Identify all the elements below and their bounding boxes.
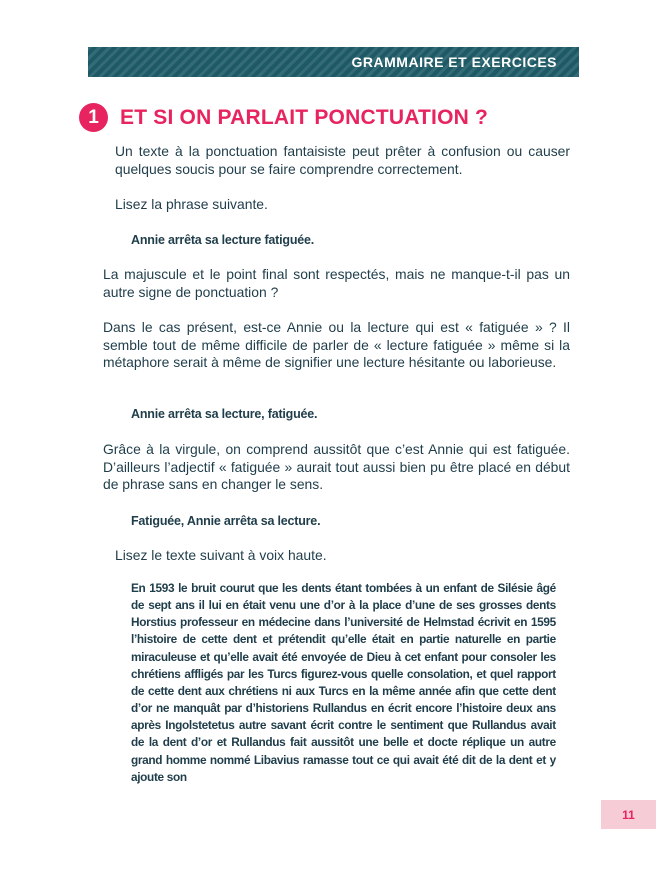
section-title: ET SI ON PARLAIT PONCTUATION ? [120, 105, 489, 129]
instruction-read-aloud: Lisez le texte suivant à voix haute. [115, 547, 327, 563]
section-heading [79, 103, 488, 132]
page-number: 11 [601, 800, 656, 829]
instruction-read-sentence: Lisez la phrase suivante. [115, 196, 268, 212]
example-sentence-1: Annie arrêta sa lecture fatiguée. [131, 233, 315, 247]
fatigue-explanation-paragraph: Dans le cas présent, est-ce Annie ou la lecture qui est « fatiguée » ? Il semble tout de même difficile de parler de « lecture fatiguée » même si la métaphore serait à même de signifier une lecture hésitante ou laborieuse. [103, 319, 570, 370]
section-banner [88, 47, 579, 77]
comma-explanation-paragraph: Grâce à la virgule, on comprend aussitôt que c’est Annie qui est fatiguée. D’ailleurs l’adjectif « fatiguée » aurait tout aussi bien pu être placé en début de phrase sans en changer le sens. [103, 441, 570, 492]
example-sentence-3: Fatiguée, Annie arrêta sa lecture. [131, 514, 321, 528]
example-sentence-2: Annie arrêta sa lecture, fatiguée. [131, 407, 318, 421]
punctuation-question-paragraph: La majuscule et le point final sont respectés, mais ne manque-t-il pas un autre signe de ponctuation ? [103, 266, 570, 300]
intro-paragraph: Un texte à la ponctuation fantaisiste peut prêter à confusion ou causer quelques soucis pour se faire comprendre correctement. [115, 143, 570, 177]
reading-passage: En 1593 le bruit courut que les dents étant tombées à un enfant de Silésie âgé de sept ans il lui en était venu une d’or à la place d’une de ses grosses dents Horstius professeur en médecine dans l’université de Helmstad écrivit en 1595 l’histoire de cette dent et prétendit qu’elle était en partie naturelle en partie miraculeuse et qu’elle avait été envoyée de Dieu à cet enfant pour consoler les chrétiens affligés par les Turcs figurez-vous quelle consolation, et quel rapport de cette dent aux chrétiens ni aux Turcs en la même année afin que cette dent d’or ne manquât par d’historiens Rullandus en écrit encore l’histoire deux ans après Ingolstetetus autre savant écrit contre le sentiment que Rullandus avait de la dent d’or et Rullandus fait aussitôt une belle et docte réplique un autre grand homme nommé Libavius ramasse tout ce qui avait été dit de la dent et y ajoute son [131, 581, 556, 784]
section-number-badge: 1 [79, 103, 108, 132]
banner-label: GRAMMAIRE ET EXERCICES [351, 54, 557, 70]
